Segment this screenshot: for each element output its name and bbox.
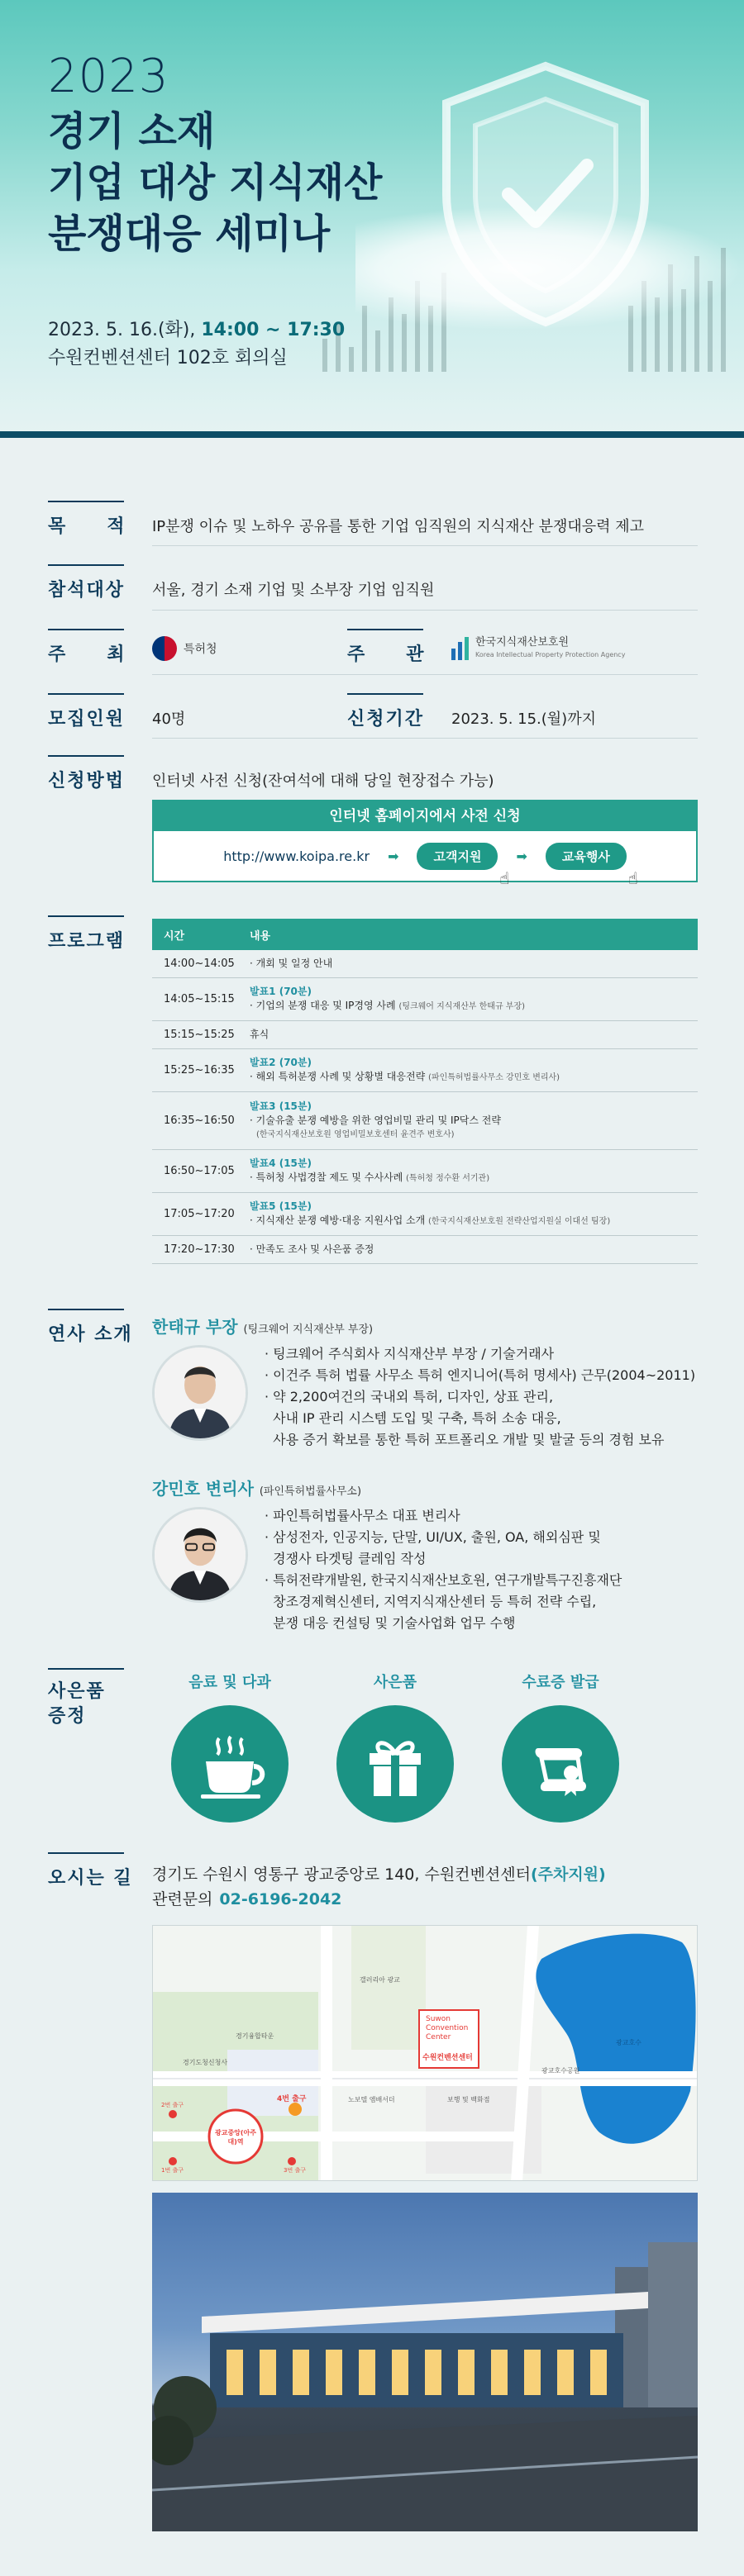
row-content-text: · 특허청 사법경찰 제도 및 수사사례 bbox=[250, 1172, 403, 1183]
host-org: 특허청 bbox=[184, 643, 217, 656]
row-content-text: · 기업의 분쟁 대응 및 IP경영 사례 bbox=[250, 1000, 396, 1011]
row-presenter: (팅크웨어 지식재산부 한태규 부장) bbox=[398, 1002, 526, 1011]
row-tag: 발표1 (70분) bbox=[250, 986, 312, 997]
target-text: 서울, 경기 소재 기업 및 소부장 기업 임직원 bbox=[152, 582, 435, 599]
host-label: 주 최 bbox=[48, 640, 126, 666]
phone-label: 관련문의 bbox=[152, 1890, 213, 1908]
location-address bbox=[152, 1862, 606, 1884]
map-exit4: 4번 출구 bbox=[277, 2095, 307, 2103]
row-content bbox=[250, 1157, 698, 1186]
cloud-decoration bbox=[355, 207, 744, 330]
speaker2-career bbox=[265, 1505, 622, 1634]
apply-box bbox=[152, 800, 698, 888]
apply-steps bbox=[154, 831, 696, 888]
row-content-text: · 개회 및 일정 안내 bbox=[250, 958, 333, 969]
education-event-button[interactable] bbox=[546, 843, 638, 888]
row-tag: 발표3 (15분) bbox=[250, 1100, 312, 1112]
row-content-line bbox=[250, 999, 698, 1014]
table-row bbox=[152, 950, 698, 978]
speaker2-org: (파인특허법률사무소) bbox=[259, 1485, 362, 1498]
hero-title bbox=[48, 106, 382, 259]
organizer-logo bbox=[451, 636, 625, 661]
career-line: 사내 IP 관리 시스템 도입 및 구축, 특허 소송 대응, bbox=[265, 1410, 561, 1426]
career-line: · 파인특허법률사무소 대표 변리사 bbox=[265, 1508, 460, 1523]
venue-photo bbox=[152, 2193, 698, 2531]
row-time: 14:05~15:15 bbox=[164, 993, 235, 1005]
person-icon bbox=[155, 1347, 246, 1438]
table-row bbox=[152, 1150, 698, 1193]
hero-divider bbox=[0, 431, 744, 438]
program-label: 프로그램 bbox=[48, 927, 125, 953]
table-row bbox=[152, 1021, 698, 1049]
speaker1-career bbox=[265, 1343, 695, 1451]
row-content bbox=[250, 1028, 698, 1042]
col-time: 시간 bbox=[164, 929, 185, 943]
speaker1-name bbox=[152, 1314, 373, 1338]
row-content bbox=[250, 957, 698, 971]
map-venue-en: Suwon Convention Center bbox=[426, 2015, 469, 2041]
hero-place: 수원컨벤션센터 102호 회의실 bbox=[48, 348, 288, 368]
certificate-scroll-icon bbox=[502, 1705, 619, 1823]
organizer-org-ko: 한국지식재산보호원 bbox=[475, 636, 570, 649]
period-label: 신청기간 bbox=[347, 705, 424, 730]
row-content-text: · 해외 특허분쟁 사례 및 상황별 대응전략 bbox=[250, 1071, 426, 1082]
gifts-label-line1: 사은품 bbox=[48, 1681, 106, 1702]
row-content-text: · 기술유출 분쟁 예방을 위한 영업비밀 관리 및 IP닥스 전략 bbox=[250, 1115, 501, 1126]
gift-box-icon bbox=[336, 1705, 454, 1823]
capacity-label: 모집인원 bbox=[48, 705, 125, 730]
map-gallery: 갤러리아 광교 bbox=[360, 1976, 400, 1984]
map-station: 광교중앙(아주대)역 bbox=[214, 2129, 257, 2146]
location-map bbox=[152, 1925, 698, 2181]
hero-date-text: 2023. 5. 16.(화), bbox=[48, 320, 202, 340]
row-content-text: 휴식 bbox=[250, 1029, 269, 1040]
hand-cursor-icon: ☝ bbox=[499, 867, 510, 888]
hero-title-line3: 분쟁대응 세미나 bbox=[48, 211, 331, 257]
row-content-line bbox=[250, 1070, 698, 1085]
parking-note: (주차지원) bbox=[530, 1865, 606, 1884]
period-text: 2023. 5. 15.(월)까지 bbox=[451, 711, 596, 728]
gift3-label: 수료증 발급 bbox=[522, 1674, 599, 1691]
map-park: 광교호수공원 bbox=[541, 2067, 580, 2075]
row-presenter: (파인특허법률사무소 강민호 변리사) bbox=[428, 1073, 560, 1082]
coffee-cup-icon bbox=[171, 1705, 289, 1823]
host-logo bbox=[152, 636, 217, 661]
speakers-label: 연사 소개 bbox=[48, 1320, 133, 1346]
method-text: 인터넷 사전 신청(잔여석에 대해 당일 현장접수 가능) bbox=[152, 772, 494, 790]
row-time: 14:00~14:05 bbox=[164, 958, 235, 970]
customer-support-label: 고객지원 bbox=[433, 848, 482, 864]
divider bbox=[152, 738, 698, 739]
method-label: 신청방법 bbox=[48, 767, 125, 792]
location-phone bbox=[152, 1887, 341, 1909]
row-presenter: (한국지식재산보호원 영업비밀보호센터 윤견주 변호사) bbox=[256, 1130, 455, 1139]
map-hotel: 노보텔 앰배서더 bbox=[348, 2096, 395, 2103]
gift1-label: 음료 및 다과 bbox=[188, 1674, 271, 1691]
table-row bbox=[152, 978, 698, 1021]
divider bbox=[152, 674, 698, 675]
career-line: · 삼성전자, 인공지능, 단말, UI/UX, 출원, OA, 해외심판 및 bbox=[265, 1529, 601, 1545]
education-event-label: 교육행사 bbox=[561, 848, 610, 864]
row-content bbox=[250, 1243, 698, 1257]
career-line: · 특허전략개발원, 한국지식재산보호원, 연구개발특구진흥재단 bbox=[265, 1572, 622, 1588]
hand-cursor-icon: ☝ bbox=[627, 867, 638, 888]
customer-support-button[interactable] bbox=[417, 843, 510, 888]
organizer-org bbox=[475, 636, 625, 661]
speaker2-avatar bbox=[152, 1507, 248, 1603]
career-line: 사용 증거 확보를 통한 특허 포트폴리오 개발 및 발굴 등의 경험 보유 bbox=[265, 1432, 665, 1447]
hero-banner bbox=[0, 0, 744, 438]
gift3-circle bbox=[502, 1705, 619, 1823]
address-text: 경기도 수원시 영통구 광교중앙로 140, 수원컨벤션센터 bbox=[152, 1865, 531, 1884]
hero-year: 2023 bbox=[48, 50, 169, 103]
row-time: 15:15~15:25 bbox=[164, 1029, 235, 1041]
row-content bbox=[250, 985, 698, 1014]
gift1-circle bbox=[171, 1705, 289, 1823]
map-lake: 광교호수 bbox=[616, 2039, 641, 2046]
row-content-line bbox=[250, 1171, 698, 1186]
col-content: 내용 bbox=[250, 929, 271, 943]
table-row bbox=[152, 1236, 698, 1264]
career-line: · 약 2,200여건의 국내외 특허, 디자인, 상표 관리, bbox=[265, 1389, 554, 1404]
hero-date bbox=[48, 316, 345, 341]
building-illustration bbox=[152, 2193, 698, 2531]
row-time: 17:20~17:30 bbox=[164, 1243, 235, 1256]
gift2-label: 사은품 bbox=[373, 1674, 417, 1691]
table-row bbox=[152, 1193, 698, 1236]
map-court: 경기도청신청사 bbox=[183, 2059, 228, 2066]
map-exit2: 2번 출구 bbox=[161, 2102, 184, 2108]
speaker1-org: (팅크웨어 지식재산부 부장) bbox=[243, 1324, 374, 1336]
organizer-org-en: Korea Intellectual Property Protection Agency bbox=[475, 651, 626, 658]
location-label: 오시는 길 bbox=[48, 1864, 133, 1889]
gift2-circle bbox=[336, 1705, 454, 1823]
row-time: 16:50~17:05 bbox=[164, 1165, 235, 1177]
program-table-header bbox=[152, 919, 698, 950]
speaker1-name-text: 한태규 부장 bbox=[152, 1317, 238, 1337]
apply-header: 인터넷 홈페이지에서 사전 신청 bbox=[154, 801, 696, 831]
speaker1-avatar bbox=[152, 1345, 248, 1441]
row-content bbox=[250, 1100, 698, 1142]
row-tag: 발표5 (15분) bbox=[250, 1200, 312, 1212]
row-content-text: · 만족도 조사 및 사은품 증정 bbox=[250, 1243, 374, 1255]
row-content-line bbox=[250, 1214, 698, 1229]
row-tag: 발표2 (70분) bbox=[250, 1057, 312, 1068]
career-line: 창조경제혁신센터, 지역지식재산센터 등 특허 전략 수립, bbox=[265, 1594, 597, 1609]
row-tag: 발표4 (15분) bbox=[250, 1157, 312, 1169]
map-venue-ko: 수원컨벤션센터 bbox=[422, 2054, 473, 2062]
hero-title-line2: 기업 대상 지식재산 bbox=[48, 159, 383, 206]
taegeuk-icon bbox=[152, 636, 177, 661]
purpose-text: IP분쟁 이슈 및 노하우 공유를 통한 기업 임직원의 지식재산 분쟁대응력 제고 bbox=[152, 518, 645, 535]
apply-url-link[interactable]: http://www.koipa.re.kr bbox=[223, 848, 370, 864]
career-line: · 팅크웨어 주식회사 지식재산부 부장 / 기술거래사 bbox=[265, 1346, 555, 1362]
target-label: 참석대상 bbox=[48, 576, 125, 601]
person-icon bbox=[155, 1509, 246, 1600]
divider bbox=[152, 610, 698, 611]
map-building: 경기융합타운 bbox=[236, 2032, 274, 2040]
row-presenter: (특허청 정수환 서기관) bbox=[406, 1174, 490, 1183]
career-line: · 이건주 특허 법률 사무소 특허 엔지니어(특허 명세사) 근무(2004~2011) bbox=[265, 1367, 696, 1383]
table-row bbox=[152, 1092, 698, 1150]
gifts-label bbox=[48, 1680, 106, 1729]
map-exit1: 1번 출구 bbox=[161, 2167, 184, 2174]
map-parkway: 보행 및 백화점 bbox=[447, 2096, 490, 2103]
arrow-right-icon: ➡ bbox=[516, 848, 527, 864]
hero-time: 14:00 ~ 17:30 bbox=[201, 320, 346, 340]
row-time: 17:05~17:20 bbox=[164, 1208, 235, 1220]
koipa-logo-icon bbox=[451, 637, 469, 660]
speaker2-name-text: 강민호 변리사 bbox=[152, 1479, 254, 1499]
row-content bbox=[250, 1200, 698, 1229]
hero-title-line1: 경기 소재 bbox=[48, 108, 216, 154]
row-time: 15:25~16:35 bbox=[164, 1064, 235, 1077]
career-line: 분쟁 대응 컨설팅 및 기술사업화 업무 수행 bbox=[265, 1615, 516, 1631]
program-table bbox=[152, 919, 698, 1264]
table-row bbox=[152, 1049, 698, 1092]
map-exit3: 3번 출구 bbox=[284, 2167, 306, 2174]
row-content bbox=[250, 1056, 698, 1085]
row-presenter: (한국지식재산보호원 전략산업지원실 이대선 팀장) bbox=[428, 1217, 611, 1226]
capacity-text: 40명 bbox=[152, 711, 186, 728]
phone-number[interactable]: 02-6196-2042 bbox=[219, 1890, 342, 1908]
row-time: 16:35~16:50 bbox=[164, 1115, 235, 1127]
gifts-label-line2: 증정 bbox=[48, 1706, 87, 1727]
career-line: 경쟁사 타겟팅 클레임 작성 bbox=[265, 1551, 427, 1566]
speaker2-name bbox=[152, 1476, 361, 1499]
arrow-right-icon: ➡ bbox=[388, 848, 399, 864]
purpose-label: 목 적 bbox=[48, 512, 126, 538]
divider bbox=[152, 545, 698, 546]
organizer-label: 주 관 bbox=[347, 640, 426, 666]
row-content-text: · 지식재산 분쟁 예방·대응 지원사업 소개 bbox=[250, 1214, 426, 1226]
